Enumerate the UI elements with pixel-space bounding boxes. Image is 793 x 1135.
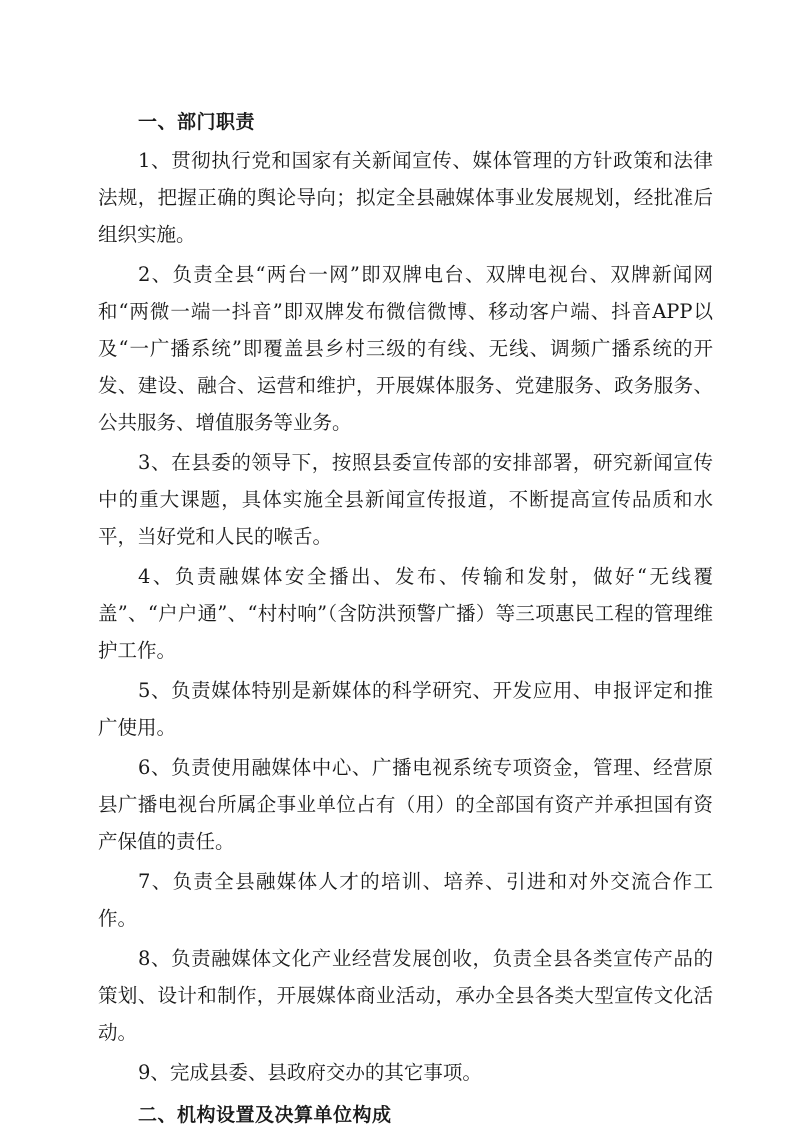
section-heading-duties: 一、部门职责 (138, 111, 256, 133)
duty-paragraph-2: 2、负责全县“两台一网”即双牌电台、双牌电视台、双牌新闻网和“两微一端一抖音”即双牌发布微信微博、移动客户端、抖音APP以及“一广播系统”即覆盖县乡村三级的有线、无线、调频广播系统的开发、建设、融合、运营和维护，开展媒体服务、党建服务、政务服务、公共服务、增值服务等业务。 (98, 263, 713, 434)
duty-paragraph-6: 6、负责使用融媒体中心、广播电视系统专项资金，管理、经营原县广播电视台所属企事业单位占有（用）的全部国有资产并承担国有资产保值的责任。 (98, 756, 713, 853)
duty-paragraph-5: 5、负责媒体特别是新媒体的科学研究、开发应用、申报评定和推广使用。 (98, 679, 713, 739)
document-body (98, 100, 713, 1135)
duty-paragraph-4: 4、负责融媒体安全播出、发布、传输和发射，做好“无线覆盖”、“户户通”、“村村响”（含防洪预警广播）等三项惠民工程的管理维护工作。 (98, 565, 713, 662)
duty-paragraph-1: 1、贯彻执行党和国家有关新闻宣传、媒体管理的方针政策和法律法规，把握正确的舆论导向；拟定全县融媒体事业发展规划，经批准后组织实施。 (98, 149, 713, 246)
duty-paragraph-3: 3、在县委的领导下，按照县委宣传部的安排部署，研究新闻宣传中的重大课题，具体实施全县新闻宣传报道，不断提高宣传品质和水平，当好党和人民的喉舌。 (98, 451, 713, 548)
duty-paragraph-9: 9、完成县委、县政府交办的其它事项。 (138, 1061, 482, 1084)
duty-paragraph-8: 8、负责融媒体文化产业经营发展创收，负责全县各类宣传产品的策划、设计和制作，开展媒体商业活动，承办全县各类大型宣传文化活动。 (98, 947, 713, 1044)
section-heading-structure: 二、机构设置及决算单位构成 (138, 1104, 392, 1126)
duty-paragraph-7: 7、负责全县融媒体人才的培训、培养、引进和对外交流合作工作。 (98, 870, 713, 930)
